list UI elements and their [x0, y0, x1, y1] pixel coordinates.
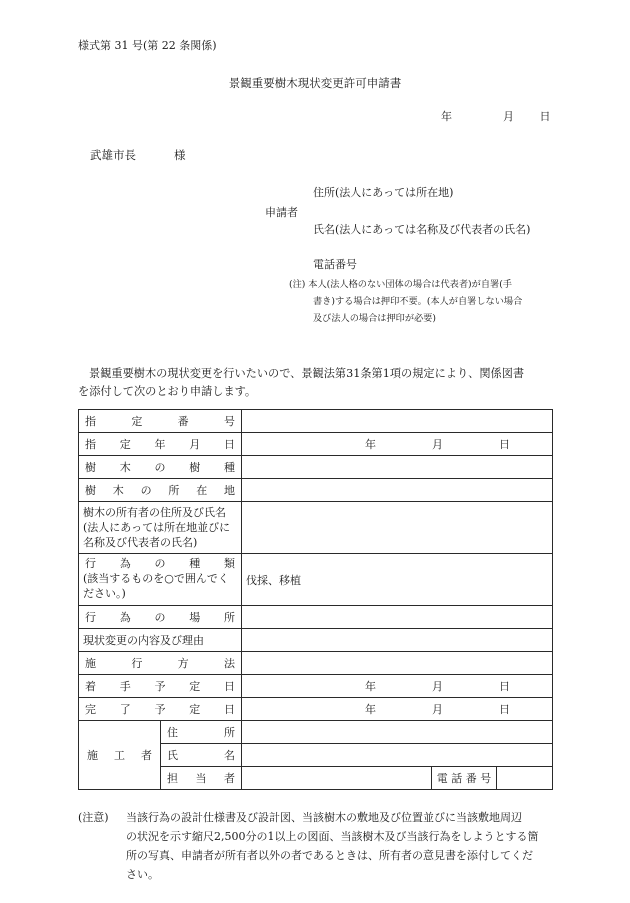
designation-number-value[interactable]: [242, 410, 553, 433]
change-detail-label: 現状変更の内容及び理由: [79, 629, 242, 652]
act-type-value[interactable]: 伐採、移植: [242, 554, 553, 606]
date-day: 日: [539, 110, 551, 123]
person-in-charge-value[interactable]: [242, 767, 432, 790]
addressee-name: 武雄市長: [90, 148, 136, 162]
contractor-label: 施 工 者: [79, 721, 161, 790]
designation-date-label: 指 定 年 月 日: [79, 433, 242, 456]
contractor-name-label: 氏 名: [161, 744, 242, 767]
finish-date-label: 完 了 予 定 日: [79, 698, 242, 721]
tree-species-label: 樹 木 の 樹 種: [79, 456, 242, 479]
notice-line: さい。: [126, 868, 159, 881]
act-place-value[interactable]: [242, 606, 553, 629]
table-row: [79, 433, 553, 456]
applicant-phone-label: 電話番号: [313, 258, 357, 271]
application-table: [78, 409, 553, 790]
contractor-address-label: 住 所: [161, 721, 242, 744]
applicant-address-label: 住所(法人にあっては所在地): [313, 186, 454, 199]
seal-note-line: 及び法人の場合は押印が必要): [313, 313, 437, 324]
intro-line: 景観重要樹木の現状変更を行いたいので、景観法第31条第1項の規定により、関係図書: [89, 367, 525, 380]
tree-species-value[interactable]: [242, 456, 553, 479]
form-number: 様式第 31 号(第 22 条関係): [78, 39, 217, 52]
table-row: [79, 410, 553, 433]
method-label: 施 行 方 法: [79, 652, 242, 675]
tree-location-label: 樹 木 の 所 在 地: [79, 479, 242, 502]
contractor-address-value[interactable]: [242, 721, 553, 744]
seal-note: [289, 276, 559, 327]
finish-date-value[interactable]: 年 月 日: [242, 698, 553, 721]
table-row: [79, 629, 553, 652]
table-row: [79, 479, 553, 502]
act-type-label: 行 為 の 種 類 (該当するものを○で囲んでください。): [79, 554, 242, 606]
application-date: [441, 108, 551, 124]
notice-line: の状況を示す縮尺2,500分の1以上の図面、当該樹木及び当該行為をしようとする箇: [126, 830, 539, 843]
owner-value[interactable]: [242, 502, 553, 554]
start-date-value[interactable]: 年 月 日: [242, 675, 553, 698]
form-title: 景観重要樹木現状変更許可申請書: [228, 76, 402, 90]
start-date-label: 着 手 予 定 日: [79, 675, 242, 698]
date-year: 年: [441, 110, 452, 123]
date-month: 月: [503, 110, 514, 123]
designation-date-value[interactable]: 年 月 日: [242, 433, 553, 456]
applicant-label: 申請者: [265, 206, 298, 219]
notice: [78, 808, 578, 884]
contractor-name-value[interactable]: [242, 744, 553, 767]
notice-heading: (注意): [78, 811, 109, 824]
owner-label: 樹木の所有者の住所及び氏名(法人にあっては所在地並びに名称及び代表者の氏名): [79, 502, 242, 554]
person-in-charge-label: 担 当 者: [161, 767, 242, 790]
seal-note-line: 書き)する場合は押印不要。(本人が自署しない場合: [313, 296, 523, 307]
contractor-phone-value[interactable]: [497, 767, 553, 790]
intro-text: [78, 365, 558, 401]
notice-line: 所の写真、申請者が所有者以外の者であるときは、所有者の意見書を添付してくだ: [126, 849, 533, 862]
tree-location-value[interactable]: [242, 479, 553, 502]
table-row: [79, 554, 553, 606]
change-detail-value[interactable]: [242, 629, 553, 652]
table-row: [79, 606, 553, 629]
table-row: [79, 721, 553, 744]
applicant-name-label: 氏名(法人にあっては名称及び代表者の氏名): [313, 223, 531, 236]
table-row: [79, 456, 553, 479]
method-value[interactable]: [242, 652, 553, 675]
notice-line: (注意) 当該行為の設計仕様書及び設計図、当該樹木の敷地及び位置並びに当該敷地周辺: [78, 808, 578, 827]
table-row: [79, 652, 553, 675]
contractor-phone-label: 電 話 番 号: [432, 767, 497, 790]
seal-note-line: (注) 本人(法人格のない団体の場合は代表者)が自署(手: [289, 279, 512, 290]
addressee-honorific: 様: [174, 148, 186, 162]
table-row: [79, 698, 553, 721]
act-place-label: 行 為 の 場 所: [79, 606, 242, 629]
designation-number-label: 指 定 番 号: [79, 410, 242, 433]
addressee: [90, 147, 186, 163]
table-row: [79, 675, 553, 698]
table-row: [79, 502, 553, 554]
intro-line: を添付して次のとおり申請します。: [78, 385, 257, 398]
